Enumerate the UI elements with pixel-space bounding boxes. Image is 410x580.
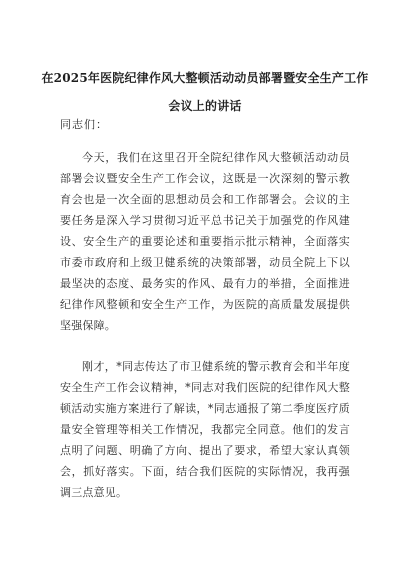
paragraph-1: 今天，我们在这里召开全院纪律作风大整顿活动动员部署会议暨安全生产工作会议，这既是一次深刻的警示教育会也是一次全面的思想动员会和工作部署会。会议的主要任务是深入学习贯彻习近平总书记关于加强党的作风建设、安全生产的重要论述和重要指示批示精神，全面落实市委市政府和上级卫健系统的决策部署，动员全院上下以最坚决的态度、最务实的作风、最有力的举措，全面推进纪律作风整顿和安全生产工作，为医院的高质量发展提供坚强保障。: [60, 151, 350, 332]
document-title: 在2025年医院纪律作风大整顿活动动员部署暨安全生产工作会议上的讲话: [41, 71, 369, 113]
paragraph-2: 刚才，*同志传达了市卫健系统的警示教育会和半年度安全生产工作会议精神，*同志对我们医院的纪律作风大整顿活动实施方案进行了解读，*同志通报了第二季度医疗质量安全管理等相关工作情况，我都完全同意。他们的发言点明了问题、明确了方向、提出了要求，希望大家认真领会，抓好落实。下面，结合我们医院的实际情况，我再强调三点意见。: [60, 360, 350, 499]
salutation: 同志们：: [60, 118, 108, 131]
